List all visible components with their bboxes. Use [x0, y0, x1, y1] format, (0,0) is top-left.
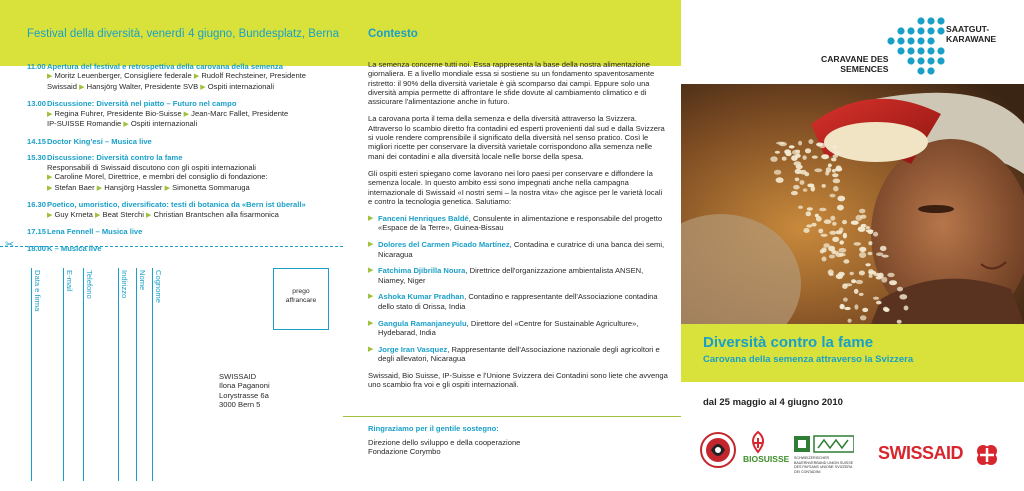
guest-item: [368, 292, 668, 311]
title-band: [681, 324, 1024, 382]
guest-name: Fanceni Henriques Baldé: [378, 214, 469, 224]
guest-item: [368, 240, 668, 259]
stamp-label: prego affrancare: [285, 288, 317, 304]
program-item: [27, 62, 332, 92]
program-title: Lena Fennell – Musica live: [47, 227, 143, 237]
program-item: [27, 99, 332, 129]
form-field-label: E-mail: [65, 270, 74, 292]
guest-description: , Consulente in alimentazione e responsabile del progetto «Espace de la Terre», Guinea-Bissau: [378, 214, 663, 233]
program-item: [27, 200, 332, 220]
program-time: 15.30: [27, 153, 47, 163]
program-detail: Responsabili di Swissaid discutono con gli ospiti internazionali: [47, 162, 256, 172]
program-item: [27, 153, 332, 193]
scissors-icon: ✂: [5, 239, 15, 251]
program-title: K – Musica live: [47, 243, 102, 253]
program-item: [27, 227, 332, 236]
program-time: 16.30: [27, 200, 47, 210]
guest-description: , Contadino e rappresentante dell'Associazione contadina dello stato di Orissa, India: [378, 292, 658, 311]
program-detail: ▶ Regina Fuhrer, Presidente Bio-Suisse ▶ Jean-Marc Fallet, Presidente: [47, 108, 289, 118]
form-field-line[interactable]: [83, 268, 84, 481]
program-detail: IP-SUISSE Romandie ▶ Ospiti internazionali: [47, 119, 198, 129]
guest-item: [368, 319, 668, 338]
guest-name: Dolores del Carmen Picado Martínez: [378, 240, 510, 250]
context-paragraph: Gli ospiti esteri spiegano come lavorano nei loro paesi per conservare e diffondere la semenza locale. In questo ambito essi sono impegnati anche nella campagna internazionale di Swissaid «I nostri semi – la nostra vita» che agisce per le varietà locali e contro la tecnologia genetica. Salutiamo:: [368, 168, 663, 206]
program-detail: Swissaid ▶ Hansjörg Walter, Presidente SVB ▶ Ospiti internazionali: [47, 81, 275, 91]
program-detail: ▶ Stefan Baer ▶ Hansjörg Hassler ▶ Simonetta Sommaruga: [47, 182, 250, 192]
guest-list: [368, 214, 668, 363]
guest-item: [368, 345, 668, 364]
bullet-triangle-icon: ▶: [368, 267, 374, 275]
form-field-line[interactable]: [152, 268, 153, 481]
guest-name: Fatchima Djibrilla Noura: [378, 266, 466, 276]
swissaid-cross-icon: [975, 443, 999, 467]
program-list: [27, 62, 332, 260]
left-panel: [0, 0, 343, 491]
guest-description: , Direttore del «Centre for Sustainable Agriculture», Hydebarad, India: [378, 318, 639, 337]
form-field-label: Telefono: [85, 270, 94, 299]
program-title: Discussione: Diversità contro la fame: [47, 153, 183, 163]
farmers-union-text: SCHWEIZERISCHER BAUERNVERBAND UNION SUISSE DES PAYSANS UNIONE SVIZZERA DEI CONTADINI: [794, 456, 854, 474]
sub-title: Carovana della semenza attraverso la Svizzera: [703, 354, 914, 365]
thanks-title: Ringraziamo per il gentile sostegno:: [368, 424, 499, 433]
program-detail: ▶ Guy Krneta ▶ Beat Sterchi ▶ Christian Brantschen alla fisarmonica: [47, 209, 279, 219]
return-address: SWISSAID Ilona Paganoni Lorystrasse 6a 3000 Bern 5: [219, 372, 270, 410]
context-paragraph: La semenza concerne tutti noi. Essa rappresenta la base della nostra alimentazione giornaliera. E a livello mondiale essa si sostiene su un fondamento spaventosamente ristretto: il 90% della diversità varietale è già scomparso dai campi. Eppure solo una diversità ampia permette di affrontare le sfide dovute al cambiamento climatico e di assicurare l'alimentazione anche in futuro.: [368, 60, 655, 107]
caravan-logo-dots-icon: [886, 16, 948, 76]
form-field-line[interactable]: [31, 268, 32, 481]
form-field-label: Indirizzo: [120, 270, 129, 299]
biosuisse-logo-text: BIOSUISSE: [743, 454, 790, 464]
context-paragraph: La carovana porta il tema della semenza e della diversità attraverso la Svizzera. Attraverso lo scambio diretto fra contadini ed esperti provenienti dal sud e dalla Svizzera si vuole rendere comprensibile il significato della diversità nel senso pratico. Così le migliori ricette per conservare la diversità varietale corrispondono alla semenza nelle mani dei contadini e alla diversità locale nelle borse della spesa.: [368, 114, 665, 161]
bullet-triangle-icon: ▶: [368, 215, 374, 223]
form-field-line[interactable]: [118, 268, 119, 481]
context-title: Contesto: [368, 28, 418, 40]
logo-text-french: CARAVANE DES SEMENCES: [821, 54, 889, 74]
closing-paragraph: Swissaid, Bio Suisse, IP-Suisse e l'Unione Svizzera dei Contadini sono liete che avvenga uno scambio fra voi e gli ospiti internazionali.: [368, 370, 668, 390]
program-item: [27, 137, 332, 146]
logo-text-german: SAATGUT- KARAWANE: [946, 24, 997, 44]
middle-panel: [343, 0, 681, 491]
guest-description: , Rappresentante dell'Associazione nazionale degli agricoltori e degli allevatori, Nicaragua: [378, 344, 660, 363]
program-title: Doctor King'esi – Musica live: [47, 136, 152, 146]
guest-name: Gangula Ramanjaneyulu: [378, 318, 467, 328]
biosuisse-bud-icon: [743, 430, 773, 454]
program-time: 14.15: [27, 136, 47, 146]
bullet-triangle-icon: ▶: [368, 319, 374, 327]
context-text: [368, 60, 668, 397]
partner-logos: [681, 424, 1024, 480]
bullet-triangle-icon: ▶: [368, 345, 374, 353]
form-field-line[interactable]: [63, 268, 64, 481]
program-time: 11.00: [27, 62, 46, 71]
program-title: Apertura del festival e retrospettiva della carovana della semenza: [47, 62, 283, 71]
guest-name: Jorge Iran Vasquez: [378, 344, 448, 354]
bullet-triangle-icon: ▶: [368, 241, 374, 249]
form-field-line[interactable]: [136, 268, 137, 481]
seed-campaign-logo-icon: [699, 428, 737, 472]
farmers-union-logo-icon: [794, 434, 854, 454]
form-field-label: Data e firma: [33, 270, 42, 312]
program-time: 18.00: [27, 243, 47, 253]
program-title: Poetico, umoristico, diversificato: testi di botanica da «Bern ist überall»: [47, 200, 306, 210]
guest-description: , Contadina e curatrice di una banca dei semi, Nicaragua: [378, 240, 665, 259]
event-dates: dal 25 maggio al 4 giugno 2010: [703, 397, 843, 408]
main-title: Diversità contro la fame: [703, 334, 874, 351]
cut-line: [0, 246, 343, 247]
guest-description: , Direttrice dell'organizzazione ambientalista ANSEN, Niamey, Niger: [378, 266, 644, 285]
form-field-label: Nome: [138, 270, 147, 291]
guest-item: [368, 266, 668, 285]
divider: [343, 416, 681, 417]
cover-photo: [681, 84, 1024, 324]
swissaid-logo-text: SWISSAID: [878, 443, 964, 463]
program-detail: ▶ Moritz Leuenberger, Consigliere federale ▶ Rudolf Rechsteiner, Presidente: [47, 71, 306, 81]
program-title: Discussione: Diversità nel piatto – Futuro nel campo: [47, 99, 237, 109]
guest-item: [368, 214, 668, 233]
program-time: 17.15: [27, 227, 47, 237]
program-time: 13.00: [27, 99, 47, 109]
bullet-triangle-icon: ▶: [368, 293, 374, 301]
form-field-label: Cognome: [154, 270, 163, 303]
right-panel: [681, 0, 1024, 491]
program-detail: ▶ Caroline Morel, Direttrice, e membri del consiglio di fondazione:: [47, 172, 268, 182]
guest-name: Ashoka Kumar Pradhan: [378, 292, 465, 302]
thanks-list: Direzione dello sviluppo e della cooperazione Fondazione Corymbo: [368, 438, 521, 457]
festival-title: Festival della diversità, venerdì 4 giugno, Bundesplatz, Berna: [27, 28, 339, 40]
